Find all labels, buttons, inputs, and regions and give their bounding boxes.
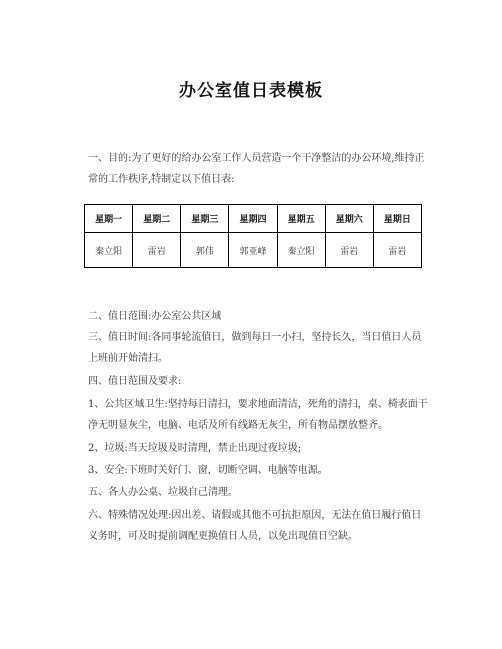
header-friday: 星期五 — [277, 205, 325, 233]
duty-sunday: 雷岩 — [373, 233, 421, 268]
section-6 — [88, 505, 428, 547]
section-3-line-2: 上班前开始清扫。 — [88, 353, 168, 364]
item-1-line-2: 净无明显灰尘，电脑、电话及所有线路无灰尘，所有物品摆放整齐。 — [88, 420, 388, 431]
duty-table — [84, 204, 422, 268]
section-3-line-1: 三、值日时间:各同事轮流值日，做到每日一小扫，坚持长久，当日值日人员 — [88, 332, 422, 343]
table-header-row — [85, 205, 422, 233]
duty-tuesday: 雷岩 — [133, 233, 181, 268]
section-6-line-1: 六、特殊情况处理:因出差、请假或其他不可抗拒原因，无法在值日履行值日 — [88, 510, 422, 521]
section-2: 二、值日范围:办公室公共区域 — [88, 311, 222, 322]
header-saturday: 星期六 — [325, 205, 373, 233]
duty-wednesday: 郭伟 — [181, 233, 229, 268]
intro-line-1: 一、目的:为了更好的给办公室工作人员营造一个干净整洁的办公环境,维持正 — [88, 153, 425, 164]
section-4: 四、值日范围及要求: — [88, 376, 182, 387]
header-wednesday: 星期三 — [181, 205, 229, 233]
section-3 — [88, 327, 428, 369]
item-1 — [88, 394, 428, 436]
document-title: 办公室值日表模板 — [179, 81, 323, 101]
intro-line-2: 常的工作秩序,特制定以下值日表: — [88, 174, 235, 185]
item-2: 2、垃圾:当天垃圾及时清理，禁止出现过夜垃圾; — [88, 443, 302, 454]
table-row — [85, 233, 422, 268]
duty-friday: 秦立阳 — [277, 233, 325, 268]
header-tuesday: 星期二 — [133, 205, 181, 233]
header-monday: 星期一 — [85, 205, 133, 233]
item-1-line-1: 1、公共区域卫生:坚持每日清扫，要求地面清洁，死角的清扫，桌、椅表面干 — [88, 399, 428, 410]
duty-saturday: 雷岩 — [325, 233, 373, 268]
duty-thursday: 郭亚峰 — [229, 233, 277, 268]
duty-monday: 秦立阳 — [85, 233, 133, 268]
item-3: 3、安全:下班时关好门、窗，切断空调、电脑等电源。 — [88, 465, 328, 476]
section-6-line-2: 义务时，可及时提前调配更换值日人员，以免出现值日空缺。 — [88, 531, 358, 542]
header-thursday: 星期四 — [229, 205, 277, 233]
intro-paragraph — [88, 148, 428, 190]
header-sunday: 星期日 — [373, 205, 421, 233]
section-5: 五、各人办公桌、垃圾自己清理。 — [88, 487, 238, 498]
